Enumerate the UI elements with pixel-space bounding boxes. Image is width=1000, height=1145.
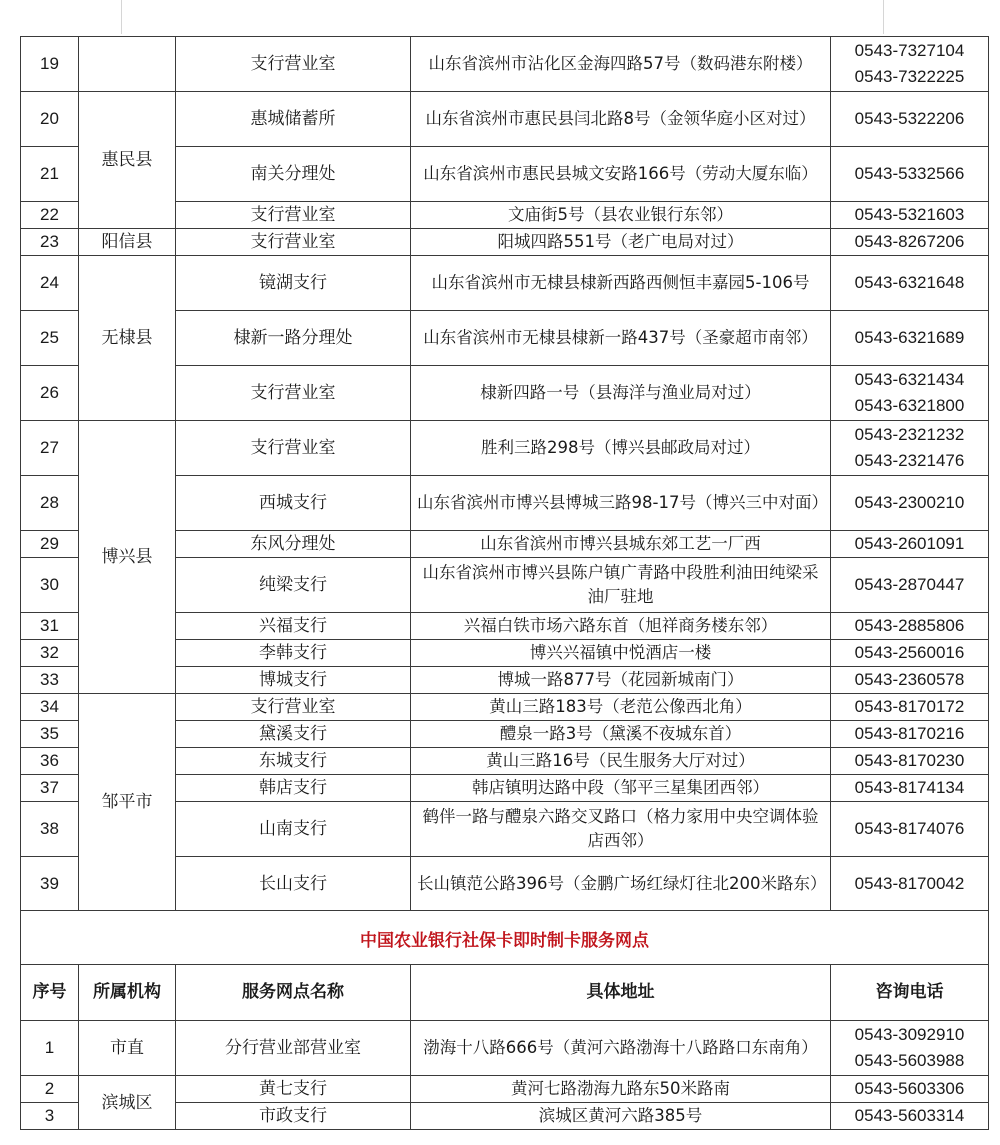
table-row [21,92,989,147]
branch-address: 山东省滨州市惠民县闫北路8号（金领华庭小区对过） [411,92,831,147]
branch-phone: 0543-5603306 [831,1076,989,1103]
branch-name: 支行营业室 [176,366,411,421]
phone-number: 0543-7322225 [854,67,965,86]
branch-name: 长山支行 [176,857,411,911]
row-number: 35 [21,721,79,748]
org-cell: 博兴县 [79,421,176,694]
branch-address: 山东省滨州市沾化区金海四路57号（数码港东附楼） [411,37,831,92]
row-number: 22 [21,202,79,229]
branch-phone: 0543-2870447 [831,558,989,613]
branch-name: 纯梁支行 [176,558,411,613]
branch-name: 棣新一路分理处 [176,311,411,366]
row-number: 32 [21,640,79,667]
row-number: 39 [21,857,79,911]
phone-number: 0543-7327104 [854,41,965,60]
header-addr: 具体地址 [411,965,831,1021]
branch-address: 鹤伴一路与醴泉六路交叉路口（格力家用中央空调体验店西邻） [411,802,831,857]
row-number: 36 [21,748,79,775]
branch-address: 黄山三路16号（民生服务大厅对过） [411,748,831,775]
row-number: 3 [21,1103,79,1130]
branch-address: 兴福白铁市场六路东首（旭祥商务楼东邻） [411,613,831,640]
branch-name: 兴福支行 [176,613,411,640]
org-cell: 滨城区 [79,1076,176,1130]
branch-name: 分行营业部营业室 [176,1021,411,1076]
branch-address: 山东省滨州市博兴县博城三路98-17号（博兴三中对面） [411,476,831,531]
page-guide-line [883,0,884,34]
branch-phone: 0543-5321603 [831,202,989,229]
branch-name: 西城支行 [176,476,411,531]
branch-name: 支行营业室 [176,202,411,229]
section-title-row [21,911,989,965]
row-number: 28 [21,476,79,531]
branch-name: 支行营业室 [176,694,411,721]
branch-name: 惠城储蓄所 [176,92,411,147]
branch-phone [831,37,989,92]
branch-address: 山东省滨州市无棣县棣新一路437号（圣豪超市南邻） [411,311,831,366]
branch-name: 山南支行 [176,802,411,857]
branch-table [20,36,989,1130]
branch-name: 支行营业室 [176,37,411,92]
row-number: 34 [21,694,79,721]
row-number: 26 [21,366,79,421]
phone-number: 0543-3092910 [854,1025,965,1044]
header-row [21,965,989,1021]
branch-name: 博城支行 [176,667,411,694]
row-number: 33 [21,667,79,694]
branch-address: 韩店镇明达路中段（邹平三星集团西邻） [411,775,831,802]
branch-phone: 0543-5332566 [831,147,989,202]
branch-name: 支行营业室 [176,229,411,256]
branch-phone: 0543-8170042 [831,857,989,911]
row-number: 19 [21,37,79,92]
branch-phone: 0543-8170216 [831,721,989,748]
branch-address: 山东省滨州市博兴县城东郊工艺一厂西 [411,531,831,558]
branch-phone: 0543-8170230 [831,748,989,775]
branch-address: 博兴兴福镇中悦酒店一楼 [411,640,831,667]
branch-address: 博城一路877号（花园新城南门） [411,667,831,694]
branch-phone: 0543-8267206 [831,229,989,256]
branch-phone: 0543-2360578 [831,667,989,694]
branch-address: 山东省滨州市惠民县城文安路166号（劳动大厦东临） [411,147,831,202]
branch-phone: 0543-5603314 [831,1103,989,1130]
branch-address: 山东省滨州市博兴县陈户镇广青路中段胜利油田纯梁采油厂驻地 [411,558,831,613]
row-number: 30 [21,558,79,613]
branch-phone: 0543-5322206 [831,92,989,147]
org-cell [79,37,176,92]
phone-number: 0543-6321800 [854,396,965,415]
branch-phone: 0543-8170172 [831,694,989,721]
branch-phone [831,1021,989,1076]
table-row [21,421,989,476]
org-cell: 无棣县 [79,256,176,421]
branch-name: 市政支行 [176,1103,411,1130]
branch-name: 黄七支行 [176,1076,411,1103]
table-row [21,229,989,256]
branch-phone: 0543-6321689 [831,311,989,366]
row-number: 24 [21,256,79,311]
row-number: 21 [21,147,79,202]
page-guide-line [121,0,122,34]
phone-number: 0543-2321232 [854,425,965,444]
header-no: 序号 [21,965,79,1021]
branch-address: 阳城四路551号（老广电局对过） [411,229,831,256]
branch-phone: 0543-2300210 [831,476,989,531]
branch-address: 长山镇范公路396号（金鹏广场红绿灯往北200米路东） [411,857,831,911]
org-cell: 邹平市 [79,694,176,911]
table-row [21,37,989,92]
org-cell: 阳信县 [79,229,176,256]
row-number: 20 [21,92,79,147]
branch-address: 山东省滨州市无棣县棣新西路西侧恒丰嘉园5-106号 [411,256,831,311]
branch-name: 镜湖支行 [176,256,411,311]
branch-name: 黛溪支行 [176,721,411,748]
branch-name: 东城支行 [176,748,411,775]
branch-address: 渤海十八路666号（黄河六路渤海十八路路口东南角） [411,1021,831,1076]
header-org: 所属机构 [79,965,176,1021]
org-cell: 惠民县 [79,92,176,229]
branch-address: 胜利三路298号（博兴县邮政局对过） [411,421,831,476]
branch-phone: 0543-8174134 [831,775,989,802]
row-number: 2 [21,1076,79,1103]
phone-number: 0543-6321434 [854,370,965,389]
row-number: 27 [21,421,79,476]
header-phone: 咨询电话 [831,965,989,1021]
branch-phone: 0543-2885806 [831,613,989,640]
row-number: 38 [21,802,79,857]
row-number: 23 [21,229,79,256]
branch-address: 黄山三路183号（老范公像西北角） [411,694,831,721]
branch-phone: 0543-8174076 [831,802,989,857]
branch-phone: 0543-6321648 [831,256,989,311]
org-cell: 市直 [79,1021,176,1076]
branch-name: 支行营业室 [176,421,411,476]
branch-phone: 0543-2601091 [831,531,989,558]
branch-name: 李韩支行 [176,640,411,667]
row-number: 31 [21,613,79,640]
row-number: 29 [21,531,79,558]
branch-name: 东风分理处 [176,531,411,558]
table-row [21,1021,989,1076]
phone-number: 0543-5603988 [854,1051,965,1070]
table-row [21,1076,989,1103]
branch-phone [831,421,989,476]
branch-address: 文庙街5号（县农业银行东邻） [411,202,831,229]
row-number: 1 [21,1021,79,1076]
branch-address: 醴泉一路3号（黛溪不夜城东首） [411,721,831,748]
branch-phone [831,366,989,421]
phone-number: 0543-2321476 [854,451,965,470]
section-title: 中国农业银行社保卡即时制卡服务网点 [21,911,989,965]
branch-phone: 0543-2560016 [831,640,989,667]
branch-address: 黄河七路渤海九路东50米路南 [411,1076,831,1103]
table-row [21,694,989,721]
table-row [21,256,989,311]
row-number: 25 [21,311,79,366]
branch-name: 韩店支行 [176,775,411,802]
row-number: 37 [21,775,79,802]
header-name: 服务网点名称 [176,965,411,1021]
branch-name: 南关分理处 [176,147,411,202]
branch-address: 滨城区黄河六路385号 [411,1103,831,1130]
branch-address: 棣新四路一号（县海洋与渔业局对过） [411,366,831,421]
